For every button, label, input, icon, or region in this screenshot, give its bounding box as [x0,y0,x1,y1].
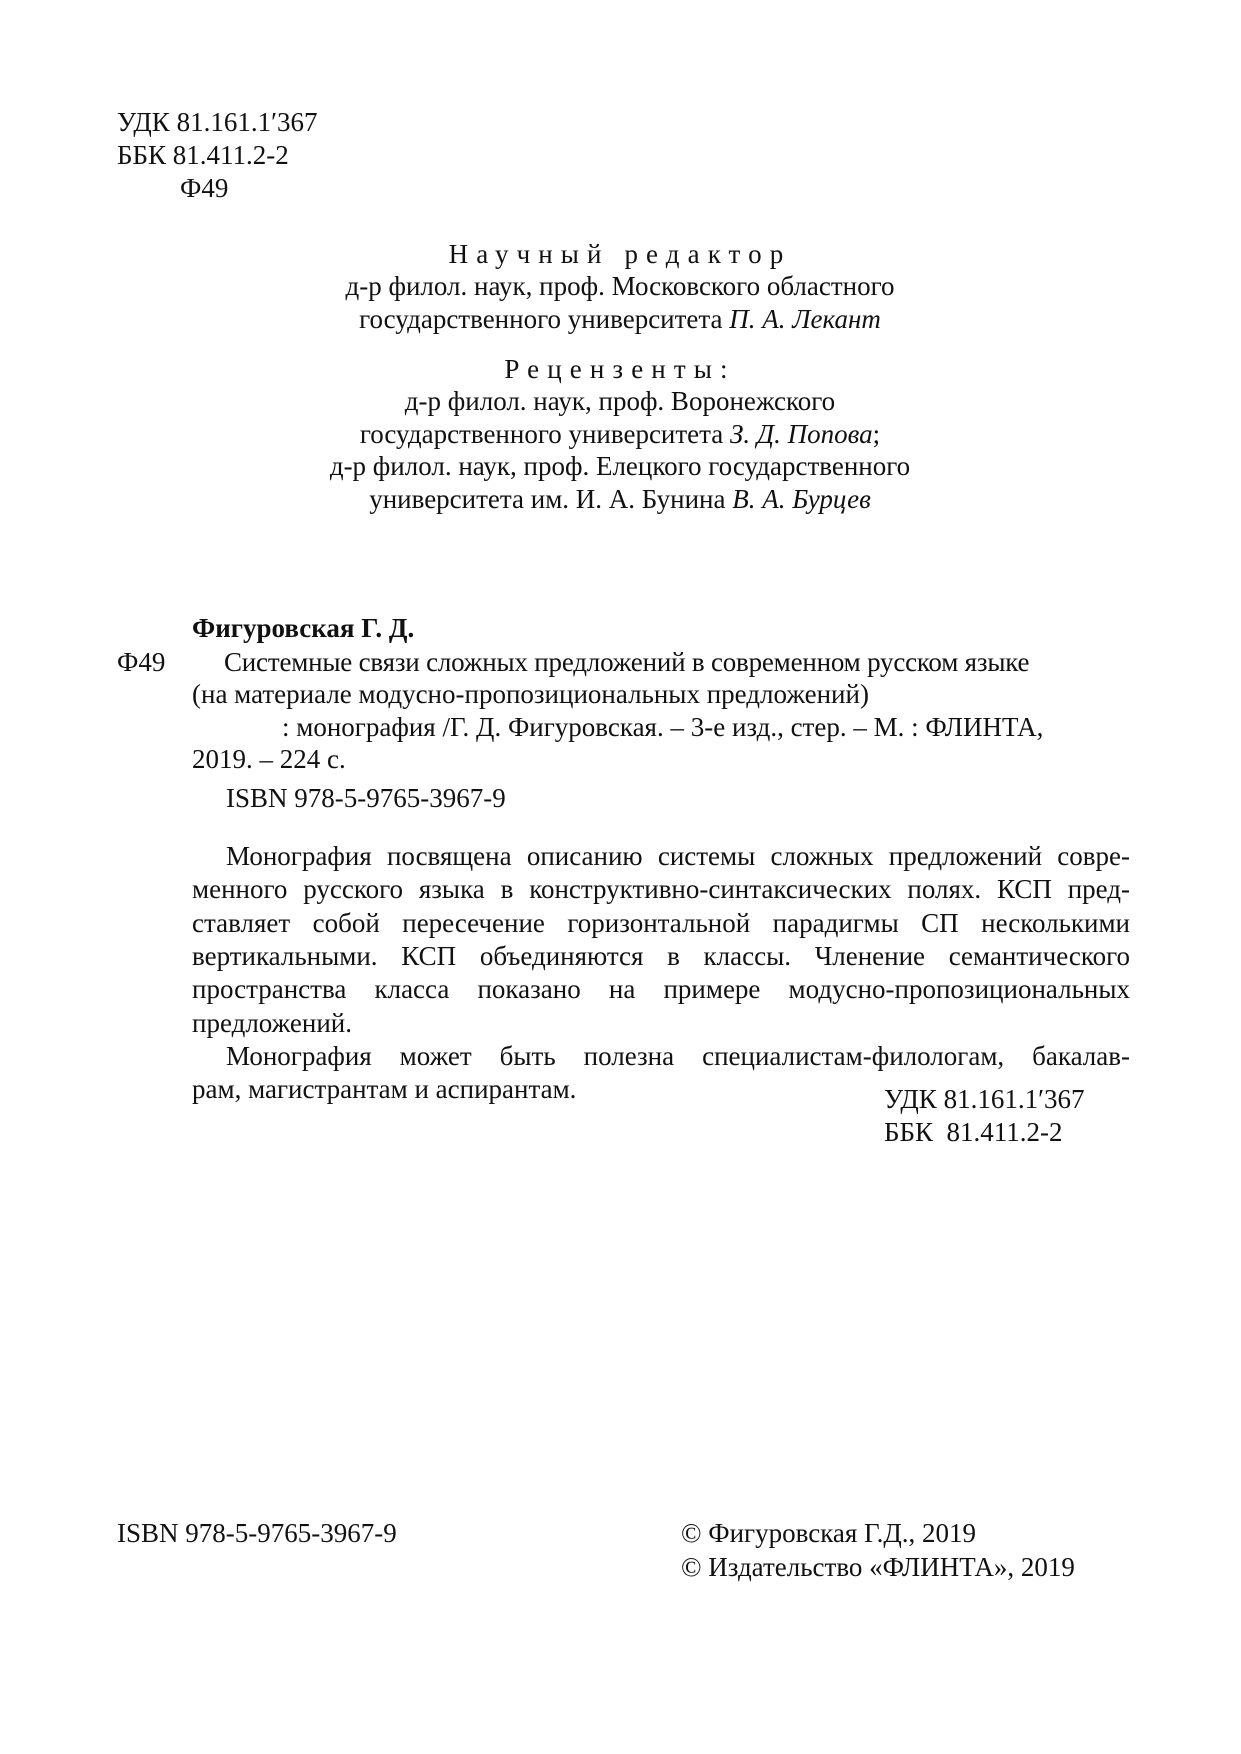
editor-heading: Научный редактор [448,239,792,269]
annotation [192,840,1130,1107]
annotation-line: Монография может быть полезна специалистам-филологам, бакалав- [226,1041,1130,1072]
udk-code: УДК 81.161.1′367 [117,107,318,137]
reviewer-1-separator: ; [872,418,881,449]
annotation-paragraph-1 [192,840,1130,1040]
bbk-code: ББК 81.411.2-2 [117,140,289,170]
reviewer-2-name: В. А. Бурцев [732,483,871,514]
bib-title-line-2: (на материале модусно-пропозициональных предложений) [192,679,869,710]
annotation-line: Монография посвящена описанию системы сложных предложений совре- [226,841,1130,871]
udk-code-bottom: УДК 81.161.1′367 [884,1084,1085,1114]
footer-isbn: ISBN 978-5-9765-3967-9 [117,1518,397,1548]
copyright-author: © Фигуровская Г.Д., 2019 [681,1518,977,1548]
bib-record [192,646,1130,776]
reviewer-2-line-1: д-р филол. наук, проф. Елецкого государственного [329,451,911,482]
annotation-line: ставляет собой пересечение горизонтальной парадигмы СП несколькими [192,907,1130,938]
bib-author: Фигуровская Г. Д. [192,613,415,643]
editor-line-1: д-р филол. наук, проф. Московского областного [345,271,895,302]
bbk-code-bottom: ББК 81.411.2-2 [884,1117,1063,1147]
editor-name: П. А. Лекант [729,303,881,334]
annotation-line: вертикальными. КСП объединяются в классы. Членение семантического [192,941,1130,972]
reviewer-2-line-2 [120,483,1120,515]
bib-details-line-2: 2019. – 224 с. [192,744,346,775]
reviewer-1-affiliation: государственного университета [359,418,724,449]
annotation-line: предложений. [192,1007,352,1038]
reviewer-1-line-1: д-р филол. наук, проф. Воронежского [404,386,836,417]
editor-affiliation: государственного университета [359,303,723,334]
annotation-line: менного русского языка в конструктивно-синтаксических полях. КСП пред- [192,874,1130,905]
bib-title-line-1: Системные связи сложных предложений в современном русском языке [224,647,1030,677]
reviewer-1-name: З. Д. Попова [730,418,873,449]
reviewer-1-line-2 [120,418,1120,450]
reviewers-heading: Рецензенты: [504,354,736,384]
annotation-line: рам, магистрантам и аспирантам. [192,1074,577,1105]
bib-details-line-1: : монография /Г. Д. Фигуровская. – 3-е изд., стер. – М. : ФЛИНТА, [282,711,1044,742]
annotation-line: пространства класса показано на примере модусно-пропозициональных [192,974,1130,1005]
bib-isbn: ISBN 978-5-9765-3967-9 [226,783,506,813]
bib-code: Ф49 [117,647,166,677]
editor-line-2 [120,303,1120,335]
editor-section [120,238,1120,335]
reviewers-section [120,353,1120,515]
copyright-publisher: © Издательство «ФЛИНТА», 2019 [681,1552,1075,1582]
author-mark: Ф49 [180,173,229,203]
reviewer-2-affiliation: университета им. И. А. Бунина [369,483,726,514]
